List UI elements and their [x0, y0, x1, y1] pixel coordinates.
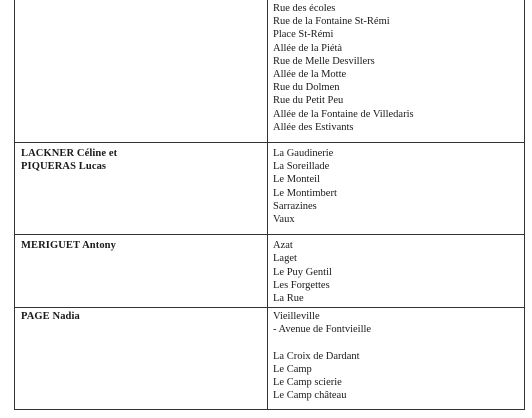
places-cell: [268, 308, 525, 409]
person-name: [15, 0, 267, 2]
place-item: La Soreillade: [273, 161, 330, 173]
place-item: Les Forgettes: [273, 279, 330, 291]
places-list: [268, 0, 524, 142]
person-name: [15, 143, 267, 173]
place-item: Le Puy Gentil: [273, 266, 332, 278]
place-item: Le Camp scierie: [273, 377, 342, 389]
person-name-line: PIQUERAS Lucas: [21, 161, 107, 173]
name-cell: [15, 235, 268, 308]
place-item: Azat: [273, 240, 293, 252]
place-item: Sarrazines: [273, 200, 317, 212]
place-item: Vaux: [273, 214, 295, 226]
name-cell: [15, 308, 268, 409]
name-cell: [15, 0, 268, 143]
place-item: Allée de la Piétà: [273, 42, 343, 54]
place-item: Rue des écoles: [273, 3, 336, 14]
place-item: La Rue: [273, 293, 304, 305]
place-item: Allée de la Motte: [273, 69, 347, 81]
name-cell: [15, 143, 268, 235]
place-item: Le Camp château: [273, 390, 347, 402]
person-name: [15, 235, 267, 252]
places-list: [268, 308, 524, 408]
table-row: [15, 308, 525, 409]
blank-line: [273, 337, 524, 350]
place-item: Rue de Melle Desvillers: [273, 55, 375, 67]
assignment-table: [14, 0, 525, 410]
places-cell: [268, 143, 525, 235]
place-item: - Avenue de Fontvieille: [273, 324, 372, 336]
place-item: Place St-Rémi: [273, 29, 334, 41]
table-row: [15, 0, 525, 143]
place-item: Allée de la Fontaine de Villedaris: [273, 108, 414, 120]
place-item: La Croix de Dardant: [273, 350, 360, 362]
place-item: Rue du Petit Peu: [273, 95, 344, 107]
place-item: Rue du Dolmen: [273, 82, 340, 94]
place-item: Rue de la Fontaine St-Rémi: [273, 16, 390, 28]
person-name-line: PAGE Nadia: [21, 311, 80, 323]
place-item: La Gaudinerie: [273, 148, 334, 160]
places-cell: [268, 0, 525, 143]
places-cell: [268, 235, 525, 308]
place-item: Vieilleville: [273, 311, 320, 323]
place-item: Allée des Estivants: [273, 121, 354, 133]
person-name-line: MERIGUET Antony: [21, 240, 116, 252]
table-row: [15, 235, 525, 308]
place-item: Le Montimbert: [273, 187, 337, 199]
place-item: Laget: [273, 253, 297, 265]
table-row: [15, 143, 525, 235]
places-list: [268, 235, 524, 307]
person-name-line: LACKNER Céline et: [21, 148, 118, 160]
person-name: [15, 308, 267, 323]
place-item: Le Monteil: [273, 174, 320, 186]
place-item: Le Camp: [273, 364, 312, 376]
places-list: [268, 143, 524, 234]
